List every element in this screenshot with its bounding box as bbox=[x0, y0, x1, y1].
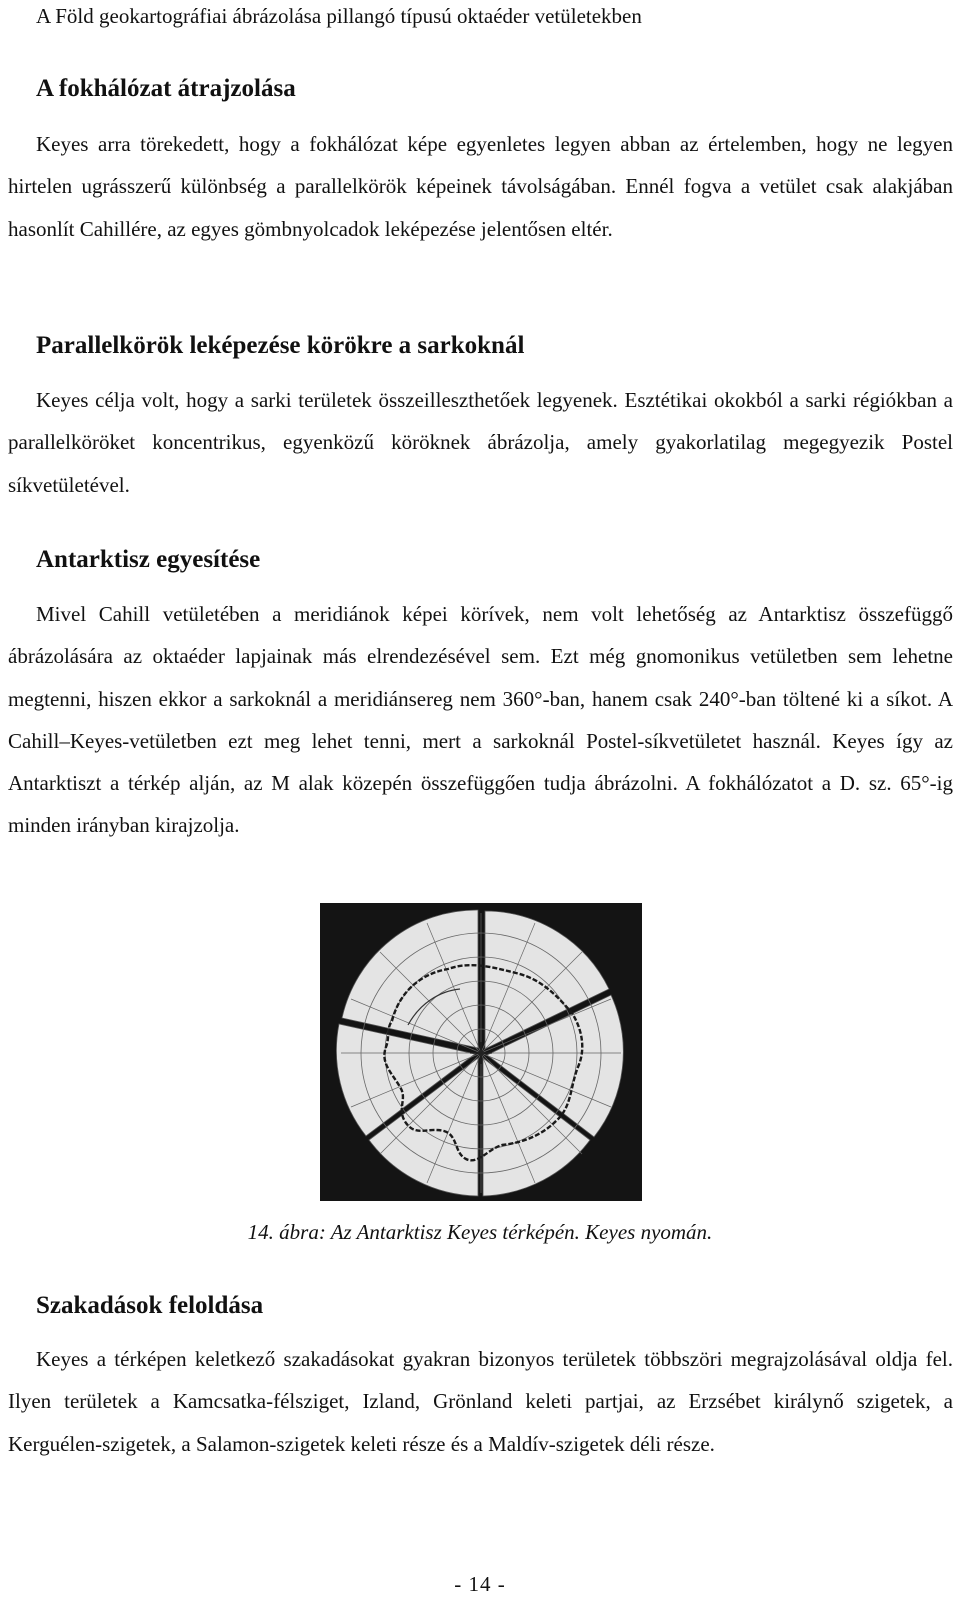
section-paragraph-antarctica: Mivel Cahill vetületében a meridiánok képei körívek, nem volt lehetőség az Antarktisz összefüggő ábrázolására az oktaéder lapjainak más elrendezésével sem. Ezt még gnomonikus vetületben sem lehetne megtenni, hiszen ekkor a sarkoknál a meridiánsereg nem 360°-ban, hanem csak 240°-ban töltené ki a síkot. A Cahill–Keyes-vetületben ezt meg lehet tenni, mert a sarkoknál Postel-síkvetületet használ. Keyes így az Antarktiszt a térkép alján, az M alak közepén összefüggően tudja ábrázolni. A fokhálózatot a D. sz. 65°-ig minden irányban kirajzolja. bbox=[8, 602, 953, 838]
running-header: A Föld geokartográfiai ábrázolása pillangó típusú oktaéder vetületekben bbox=[36, 4, 642, 28]
section-paragraph-polar-circles: Keyes célja volt, hogy a sarki területek összeilleszthetőek legyenek. Esztétikai okokból a sarki régiókban a parallelköröket koncentrikus, egyenközű köröknek ábrázolja, amely gyakorlatilag megegyezik Postel síkvetületével. bbox=[8, 388, 953, 497]
figure-caption: 14. ábra: Az Antarktisz Keyes térképén. Keyes nyomán. bbox=[247, 1220, 713, 1244]
section-paragraph-discontinuities: Keyes a térképen keletkező szakadásokat gyakran bizonyos területek többszöri megrajzolásával oldja fel. Ilyen területek a Kamcsatka-félsziget, Izland, Grönland keleti partjai, az Erzsébet királynő szigetek, a Kerguélen-szigetek, a Salamon-szigetek keleti része és a Maldív-szigetek déli része. bbox=[8, 1347, 953, 1456]
section-heading-graticule: A fokhálózat átrajzolása bbox=[36, 75, 296, 102]
page-number: - 14 - bbox=[454, 1572, 506, 1596]
section-heading-antarctica: Antarktisz egyesítése bbox=[36, 546, 261, 573]
section-heading-discontinuities: Szakadások feloldása bbox=[36, 1292, 264, 1319]
antarctica-map-figure bbox=[320, 903, 642, 1201]
antarctica-map-image bbox=[320, 903, 642, 1201]
section-heading-polar-circles: Parallelkörök leképezése körökre a sarkoknál bbox=[36, 332, 525, 359]
section-paragraph-graticule: Keyes arra törekedett, hogy a fokhálózat képe egyenletes legyen abban az értelemben, hogy ne legyen hirtelen ugrásszerű különbség a parallelkörök képeinek távolságában. Ennél fogva a vetület csak alakjában hasonlít Cahillére, az egyes gömbnyolcadok leképezése jelentősen eltér. bbox=[8, 132, 953, 241]
